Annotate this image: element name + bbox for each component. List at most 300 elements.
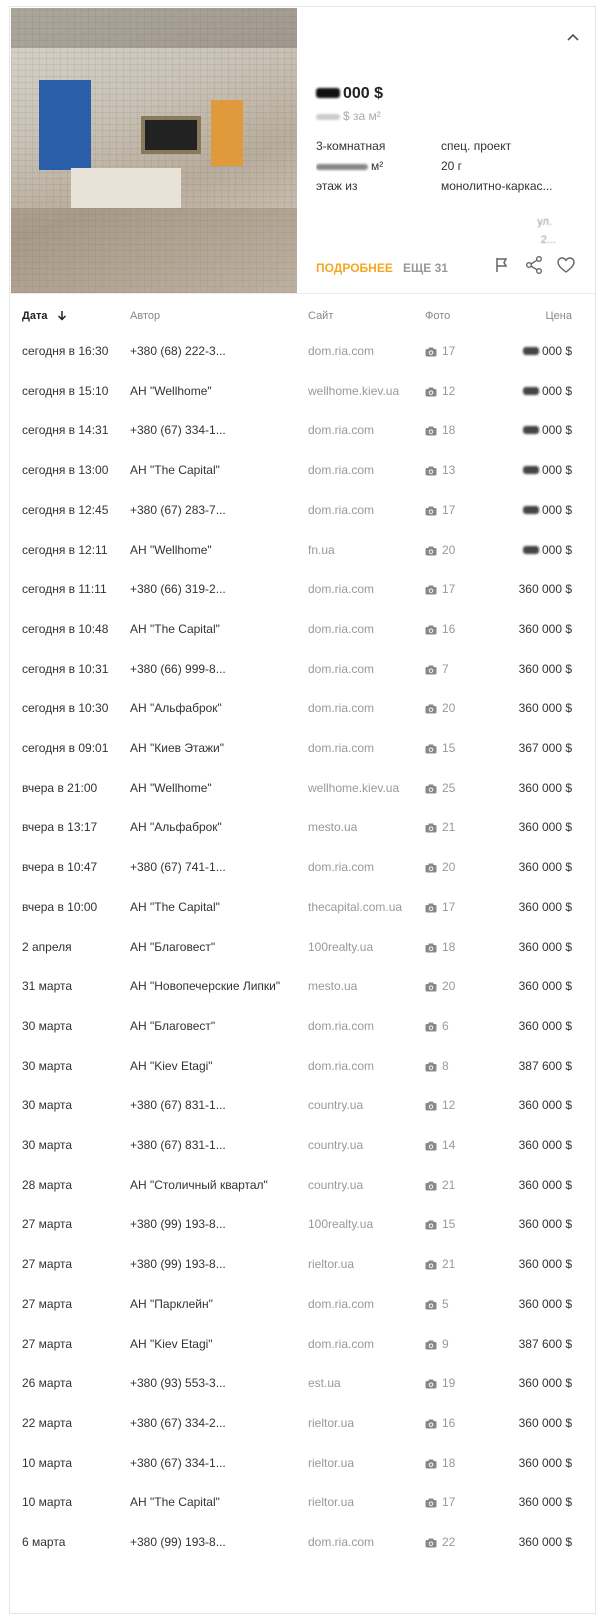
table-row[interactable] — [10, 1086, 597, 1126]
row-price — [487, 582, 572, 596]
camera-icon — [425, 1498, 437, 1508]
row-photo-count[interactable] — [425, 1257, 475, 1271]
row-photo-count[interactable] — [425, 344, 475, 358]
table-row[interactable] — [10, 570, 597, 610]
row-photo-number: 17 — [442, 899, 456, 914]
row-date: сегодня в 12:45 — [22, 502, 109, 517]
row-photo-number: 12 — [442, 383, 456, 398]
row-price — [487, 1456, 572, 1470]
row-photo-number: 15 — [442, 1217, 456, 1232]
table-row[interactable] — [10, 928, 597, 968]
listing-subtitle — [316, 55, 536, 69]
camera-icon — [425, 744, 437, 754]
row-author: +380 (67) 741-1... — [130, 860, 226, 875]
row-photo-number: 21 — [442, 1177, 456, 1192]
photo-detail — [211, 100, 243, 166]
table-row[interactable] — [10, 332, 597, 372]
prop-project: спец. проект — [441, 139, 512, 153]
camera-icon — [425, 863, 437, 873]
table-row[interactable] — [10, 1444, 597, 1484]
address-line: ул. — [537, 216, 552, 228]
row-author: АН "Kiev Etagi" — [130, 1058, 213, 1073]
row-price-value: 000 $ — [541, 502, 572, 517]
table-row[interactable] — [10, 1047, 597, 1087]
row-photo-count[interactable] — [425, 741, 475, 755]
row-author: АН "Wellhome" — [130, 542, 212, 557]
listing-title[interactable] — [316, 31, 556, 49]
flag-icon[interactable] — [492, 255, 512, 275]
row-photo-count[interactable] — [425, 781, 475, 795]
row-photo-count[interactable] — [425, 940, 475, 954]
row-photo-count[interactable] — [425, 503, 475, 517]
row-photo-number: 20 — [442, 701, 456, 716]
table-row[interactable] — [10, 372, 597, 412]
prop-year: 20 г — [441, 159, 463, 173]
row-price — [487, 463, 572, 477]
row-photo-number: 20 — [442, 979, 456, 994]
row-photo-number: 16 — [442, 621, 456, 636]
row-price-value: 360 000 $ — [518, 582, 572, 597]
table-row[interactable] — [10, 1523, 597, 1563]
row-price — [487, 701, 572, 715]
row-date: сегодня в 11:11 — [22, 582, 107, 597]
hidden-area-digits — [316, 164, 368, 170]
table-row[interactable] — [10, 848, 597, 888]
row-photo-count[interactable] — [425, 384, 475, 398]
row-price-value: 360 000 $ — [518, 621, 572, 636]
row-price — [487, 1217, 572, 1231]
row-site[interactable]: thecapital.com.ua — [308, 899, 403, 914]
row-price — [487, 662, 572, 676]
arrow-down-icon — [57, 310, 67, 321]
row-photo-count[interactable] — [425, 900, 475, 914]
table-row[interactable] — [10, 1285, 597, 1325]
table-row[interactable] — [10, 610, 597, 650]
row-price-value: 360 000 $ — [518, 1138, 572, 1152]
row-price — [487, 820, 572, 834]
row-price — [487, 384, 572, 398]
prop-floor: этаж из — [316, 179, 358, 193]
table-row[interactable] — [10, 1126, 597, 1166]
row-price — [487, 344, 572, 358]
row-price — [487, 1178, 572, 1192]
row-price-value: 360 000 $ — [518, 780, 572, 795]
hidden-price-digits — [523, 426, 539, 434]
row-photo-number: 13 — [442, 463, 456, 478]
camera-icon — [425, 1181, 437, 1191]
row-price — [487, 1376, 572, 1390]
camera-icon — [425, 546, 437, 556]
row-price-value: 360 000 $ — [518, 1415, 572, 1430]
camera-icon — [425, 982, 437, 992]
hidden-price-digits — [523, 546, 539, 554]
hidden-price-digits — [316, 88, 340, 98]
row-photo-number: 19 — [442, 1376, 456, 1391]
row-date: 31 марта — [22, 979, 73, 994]
row-price — [487, 1138, 572, 1152]
row-photo-count[interactable] — [425, 1297, 475, 1311]
row-site[interactable]: dom.ria.com — [308, 741, 375, 755]
row-price — [487, 543, 572, 557]
row-price-value: 360 000 $ — [518, 1455, 572, 1470]
listing-photo[interactable] — [11, 8, 297, 293]
row-photo-count[interactable] — [425, 860, 475, 874]
row-photo-count[interactable] — [425, 1456, 475, 1470]
row-date: сегодня в 15:10 — [22, 383, 109, 398]
row-date: сегодня в 10:30 — [22, 701, 109, 716]
row-author: АН "Благовест" — [130, 1018, 216, 1033]
row-site[interactable]: dom.ria.com — [308, 621, 375, 636]
camera-icon — [425, 903, 437, 913]
camera-icon — [425, 784, 437, 794]
row-price — [487, 741, 572, 755]
row-price-value: 360 000 $ — [518, 661, 572, 676]
row-site[interactable]: dom.ria.com — [308, 1535, 375, 1549]
row-site[interactable]: dom.ria.com — [308, 463, 375, 478]
price-per-sqm-label: $ за м² — [343, 109, 381, 123]
row-author: +380 (93) 553-3... — [130, 1376, 226, 1391]
row-date: сегодня в 09:01 — [22, 741, 109, 755]
row-photo-number: 21 — [442, 1257, 456, 1272]
row-photo-count[interactable] — [425, 543, 475, 557]
hidden-price-digits — [523, 466, 539, 474]
row-photo-number: 15 — [442, 741, 456, 755]
listing-address — [316, 213, 566, 249]
row-author: АН "Парклейн" — [130, 1296, 213, 1311]
prop-area — [316, 159, 383, 173]
row-price — [487, 622, 572, 636]
row-site[interactable]: dom.ria.com — [308, 423, 375, 438]
row-price-value: 360 000 $ — [518, 1098, 572, 1113]
row-price — [487, 1337, 572, 1351]
row-price-value: 367 000 $ — [518, 741, 572, 755]
table-row[interactable] — [10, 729, 597, 769]
row-site[interactable]: dom.ria.com — [308, 1018, 375, 1033]
camera-icon — [425, 625, 437, 635]
row-date: 6 марта — [22, 1535, 66, 1549]
row-site[interactable]: country.ua — [308, 1138, 364, 1152]
table-row[interactable] — [10, 1166, 597, 1206]
row-price — [487, 781, 572, 795]
row-author: АН "Wellhome" — [130, 383, 212, 398]
row-price-value: 360 000 $ — [518, 1296, 572, 1311]
camera-icon — [425, 585, 437, 595]
row-price — [487, 503, 572, 517]
row-site[interactable]: dom.ria.com — [308, 582, 375, 597]
row-author: +380 (67) 334-2... — [130, 1415, 226, 1430]
row-author: +380 (99) 193-8... — [130, 1217, 226, 1232]
camera-icon — [425, 1101, 437, 1111]
row-site[interactable]: dom.ria.com — [308, 344, 375, 358]
row-price-value: 360 000 $ — [518, 1376, 572, 1391]
table-row[interactable] — [10, 808, 597, 848]
row-price-value: 360 000 $ — [518, 1217, 572, 1232]
row-site[interactable]: dom.ria.com — [308, 502, 375, 517]
row-photo-number: 7 — [442, 661, 449, 676]
camera-icon — [425, 1538, 437, 1548]
row-photo-count[interactable] — [425, 701, 475, 715]
photo-detail — [71, 168, 181, 208]
row-author: АН "Альфаброк" — [130, 701, 222, 716]
row-date: 30 марта — [22, 1018, 73, 1033]
row-price-value: 000 $ — [541, 463, 572, 478]
row-price-value: 387 600 $ — [518, 1058, 572, 1073]
photo-detail — [11, 208, 297, 293]
camera-icon — [425, 704, 437, 714]
table-row[interactable] — [10, 1483, 597, 1523]
row-site[interactable]: rieltor.ua — [308, 1455, 355, 1470]
camera-icon — [425, 1141, 437, 1151]
table-header — [10, 293, 597, 337]
table-row[interactable] — [10, 451, 597, 491]
row-price-value: 000 $ — [541, 344, 572, 358]
listing-card — [9, 6, 596, 1614]
more-listings-link[interactable]: ЕЩЕ 31 — [403, 261, 448, 275]
row-site[interactable]: rieltor.ua — [308, 1495, 355, 1510]
row-author: +380 (67) 334-1... — [130, 423, 226, 438]
row-photo-number: 6 — [442, 1018, 449, 1033]
row-photo-count[interactable] — [425, 1535, 475, 1549]
row-author: +380 (66) 999-8... — [130, 661, 226, 676]
row-date: сегодня в 16:30 — [22, 344, 109, 358]
row-author: +380 (67) 831-1... — [130, 1138, 226, 1152]
row-photo-count[interactable] — [425, 1416, 475, 1430]
row-price-value: 000 $ — [541, 383, 572, 398]
row-author: +380 (68) 222-3... — [130, 344, 226, 358]
row-site[interactable]: fn.ua — [308, 542, 335, 557]
row-date: 27 марта — [22, 1257, 73, 1272]
row-price — [487, 1297, 572, 1311]
row-date: 26 марта — [22, 1376, 73, 1391]
row-price — [487, 1535, 572, 1549]
column-header-author[interactable]: Автор — [130, 310, 161, 322]
row-author: АН "Киев Этажи" — [130, 741, 224, 755]
photo-detail — [141, 116, 201, 154]
row-date: сегодня в 13:00 — [22, 463, 109, 478]
row-site[interactable]: mesto.ua — [308, 820, 358, 835]
row-author: АН "Wellhome" — [130, 780, 212, 795]
row-price — [487, 1257, 572, 1271]
row-price-value: 360 000 $ — [518, 899, 572, 914]
row-date: 28 марта — [22, 1177, 73, 1192]
row-price-value: 000 $ — [541, 542, 572, 557]
row-date: сегодня в 10:31 — [22, 661, 109, 676]
camera-icon — [425, 387, 437, 397]
table-row[interactable] — [10, 1364, 597, 1404]
row-photo-number: 18 — [442, 423, 456, 438]
row-author: +380 (99) 193-8... — [130, 1257, 226, 1272]
listing-price-per-sqm — [316, 109, 381, 123]
prop-area-unit: м² — [371, 159, 384, 173]
row-price — [487, 1059, 572, 1073]
listing-info — [316, 7, 594, 293]
row-date: 27 марта — [22, 1296, 73, 1311]
camera-icon — [425, 1220, 437, 1230]
camera-icon — [425, 1459, 437, 1469]
row-photo-count[interactable] — [425, 662, 475, 676]
table-row[interactable] — [10, 531, 597, 571]
camera-icon — [425, 823, 437, 833]
table-row[interactable] — [10, 491, 597, 531]
camera-icon — [425, 506, 437, 516]
row-price-value: 360 000 $ — [518, 1018, 572, 1033]
table-row[interactable] — [10, 769, 597, 809]
row-price — [487, 940, 572, 954]
row-site[interactable]: 100realty.ua — [308, 939, 374, 954]
row-site[interactable]: dom.ria.com — [308, 1336, 375, 1351]
listing-price-value: 000 $ — [343, 85, 384, 102]
row-photo-count[interactable] — [425, 1019, 475, 1033]
row-photo-count[interactable] — [425, 820, 475, 834]
table-row[interactable] — [10, 689, 597, 729]
hidden-price-digits — [523, 347, 539, 355]
table-row[interactable] — [10, 1245, 597, 1285]
details-link[interactable]: ПОДРОБНЕЕ — [316, 261, 393, 275]
row-date: вчера в 13:17 — [22, 820, 98, 835]
row-site[interactable]: dom.ria.com — [308, 860, 375, 875]
row-price-value: 360 000 $ — [518, 860, 572, 875]
row-site[interactable]: mesto.ua — [308, 979, 358, 994]
camera-icon — [425, 665, 437, 675]
row-photo-number: 16 — [442, 1415, 456, 1430]
row-site[interactable]: dom.ria.com — [308, 1296, 375, 1311]
row-site[interactable]: rieltor.ua — [308, 1415, 355, 1430]
row-price-value: 360 000 $ — [518, 701, 572, 716]
table-row[interactable] — [10, 1404, 597, 1444]
camera-icon — [425, 1022, 437, 1032]
table-row[interactable] — [10, 650, 597, 690]
column-header-date[interactable] — [22, 310, 67, 322]
row-site[interactable]: dom.ria.com — [308, 1058, 375, 1073]
row-site[interactable]: rieltor.ua — [308, 1257, 355, 1272]
row-photo-number: 18 — [442, 1455, 456, 1470]
row-photo-count[interactable] — [425, 1376, 475, 1390]
row-date: сегодня в 14:31 — [22, 423, 109, 438]
row-photo-number: 14 — [442, 1138, 456, 1152]
row-date: 30 марта — [22, 1098, 73, 1113]
hidden-price-digits — [523, 506, 539, 514]
row-author: АН "The Capital" — [130, 463, 220, 478]
camera-icon — [425, 1340, 437, 1350]
table-row[interactable] — [10, 967, 597, 1007]
row-photo-number: 5 — [442, 1296, 449, 1311]
row-author: АН "Альфаброк" — [130, 820, 222, 835]
row-price-value: 360 000 $ — [518, 939, 572, 954]
camera-icon — [425, 426, 437, 436]
camera-icon — [425, 466, 437, 476]
heart-icon[interactable] — [556, 255, 576, 275]
row-author: +380 (99) 193-8... — [130, 1535, 226, 1549]
row-site[interactable]: country.ua — [308, 1098, 364, 1113]
row-price-value: 360 000 $ — [518, 1535, 572, 1549]
row-date: 2 апреля — [22, 939, 72, 954]
row-price — [487, 1495, 572, 1509]
row-site[interactable]: dom.ria.com — [308, 701, 375, 716]
table-row[interactable] — [10, 411, 597, 451]
camera-icon — [425, 1260, 437, 1270]
row-author: АН "The Capital" — [130, 1495, 220, 1510]
row-price — [487, 1019, 572, 1033]
row-date: 27 марта — [22, 1336, 73, 1351]
row-price-value: 360 000 $ — [518, 1495, 572, 1510]
row-site[interactable]: 100realty.ua — [308, 1217, 374, 1232]
row-price — [487, 423, 572, 437]
camera-icon — [425, 943, 437, 953]
row-photo-number: 22 — [442, 1535, 456, 1549]
row-photo-count[interactable] — [425, 1098, 475, 1112]
row-price-value: 000 $ — [541, 423, 572, 438]
row-site[interactable]: country.ua — [308, 1177, 364, 1192]
camera-icon — [425, 1062, 437, 1072]
column-header-site[interactable]: Сайт — [308, 310, 334, 322]
camera-icon — [425, 1379, 437, 1389]
row-site[interactable]: wellhome.kiev.ua — [308, 383, 400, 398]
table-row[interactable] — [10, 1325, 597, 1365]
row-photo-count[interactable] — [425, 622, 475, 636]
row-site[interactable]: est.ua — [308, 1376, 341, 1391]
row-date: сегодня в 10:48 — [22, 621, 109, 636]
row-photo-count[interactable] — [425, 979, 475, 993]
row-author: АН "Столичный квартал" — [130, 1177, 268, 1192]
row-photo-count[interactable] — [425, 1217, 475, 1231]
row-photo-count[interactable] — [425, 1138, 475, 1152]
row-author: +380 (67) 334-1... — [130, 1455, 226, 1470]
row-author: +380 (67) 831-1... — [130, 1098, 226, 1113]
chevron-up-icon[interactable] — [564, 29, 582, 47]
row-date: вчера в 10:47 — [22, 860, 98, 875]
row-photo-number: 17 — [442, 1495, 456, 1510]
row-photo-number: 9 — [442, 1336, 449, 1351]
table-row[interactable] — [10, 1007, 597, 1047]
row-photo-number: 20 — [442, 860, 456, 875]
row-author: АН "The Capital" — [130, 621, 220, 636]
row-photo-count[interactable] — [425, 582, 475, 596]
table-row[interactable] — [10, 1205, 597, 1245]
column-header-price[interactable]: Цена — [545, 310, 572, 322]
row-price-value: 387 600 $ — [518, 1336, 572, 1351]
row-author: АН "Благовест" — [130, 939, 216, 954]
row-photo-number: 17 — [442, 502, 456, 517]
row-price-value: 360 000 $ — [518, 820, 572, 835]
row-photo-count[interactable] — [425, 1495, 475, 1509]
row-photo-count[interactable] — [425, 1059, 475, 1073]
row-photo-number: 12 — [442, 1098, 456, 1113]
row-date: сегодня в 12:11 — [22, 542, 108, 557]
camera-icon — [425, 1419, 437, 1429]
row-site[interactable]: wellhome.kiev.ua — [308, 780, 400, 795]
row-photo-count[interactable] — [425, 1337, 475, 1351]
column-header-date-label: Дата — [22, 310, 48, 322]
camera-icon — [425, 347, 437, 357]
row-date: 30 марта — [22, 1058, 73, 1073]
camera-icon — [425, 1300, 437, 1310]
row-price — [487, 979, 572, 993]
row-photo-count[interactable] — [425, 423, 475, 437]
column-header-photo[interactable]: Фото — [425, 310, 451, 322]
row-date: 22 марта — [22, 1415, 73, 1430]
row-photo-count[interactable] — [425, 463, 475, 477]
row-photo-number: 8 — [442, 1058, 449, 1073]
row-photo-number: 17 — [442, 344, 456, 358]
row-site[interactable]: dom.ria.com — [308, 661, 375, 676]
row-photo-number: 25 — [442, 780, 456, 795]
table-row[interactable] — [10, 888, 597, 928]
hidden-price-digits — [523, 387, 539, 395]
row-price — [487, 1098, 572, 1112]
row-author: +380 (67) 283-7... — [130, 502, 226, 517]
share-icon[interactable] — [524, 255, 544, 275]
row-photo-count[interactable] — [425, 1178, 475, 1192]
